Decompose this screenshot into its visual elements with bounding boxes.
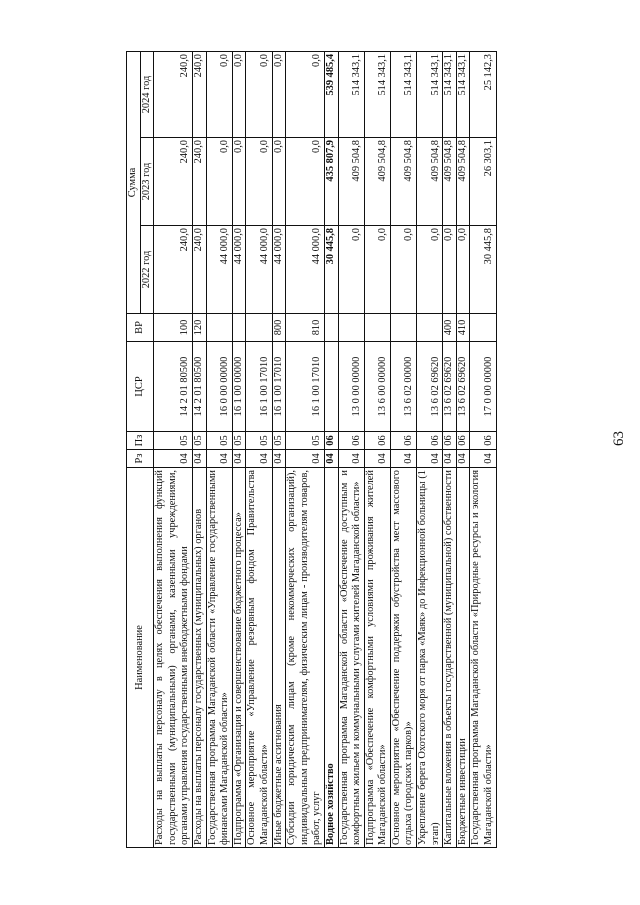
cell-name: Укрепление берега Охотского моря от парка «Маяк» до Инфекционной больницы (1 этап) bbox=[417, 468, 443, 848]
table-row bbox=[417, 51, 443, 847]
cell-pz: 06 bbox=[390, 432, 416, 450]
cell-2023: 409 504,8 bbox=[364, 138, 390, 226]
cell-name: Субсидии юридическим лицам (кроме некоммерческих организаций), индивидуальным предпринимателям, физическим лицам - производителям товаров, работ, услуг bbox=[286, 468, 325, 848]
cell-2023: 435 807,9 bbox=[324, 138, 338, 226]
cell-name: Расходы на выплаты персоналу в целях обеспечения выполнения функций государственными (муниципальными) органами, казенными учреждениями, органами управления государственными внебюджетными фондами bbox=[154, 468, 193, 848]
cell-vr bbox=[417, 314, 443, 342]
cell-2023: 0,0 bbox=[206, 138, 232, 226]
cell-rz: 04 bbox=[390, 450, 416, 468]
cell-2022: 0,0 bbox=[417, 226, 443, 314]
cell-csr: 16 1 00 17010 bbox=[246, 342, 272, 432]
cell-name: Государственная программа Магаданской области «Природные ресурсы и экология Магаданской области» bbox=[470, 468, 496, 848]
cell-rz: 04 bbox=[456, 450, 470, 468]
table-row bbox=[338, 51, 364, 847]
table-row bbox=[470, 51, 496, 847]
cell-2023: 0,0 bbox=[246, 138, 272, 226]
cell-name: Основное мероприятие «Управление резервным фондом Правительства Магаданской области» bbox=[246, 468, 272, 848]
table-row bbox=[364, 51, 390, 847]
cell-rz: 04 bbox=[470, 450, 496, 468]
cell-csr: 17 0 00 00000 bbox=[470, 342, 496, 432]
cell-2024: 514 343,1 bbox=[390, 51, 416, 137]
cell-pz: 05 bbox=[192, 432, 206, 450]
cell-vr: 800 bbox=[272, 314, 286, 342]
table-row bbox=[154, 51, 193, 847]
cell-rz: 04 bbox=[443, 450, 457, 468]
rotated-table-container bbox=[126, 52, 497, 848]
cell-name: Капитальные вложения в объекты государственной (муниципальной) собственности bbox=[443, 468, 457, 848]
cell-2024: 0,0 bbox=[206, 51, 232, 137]
header-rz: Рз bbox=[127, 450, 154, 468]
cell-csr: 16 1 00 17010 bbox=[286, 342, 325, 432]
cell-2024: 514 343,1 bbox=[338, 51, 364, 137]
table-row bbox=[192, 51, 206, 847]
cell-vr: 810 bbox=[286, 314, 325, 342]
cell-name: Иные бюджетные ассигнования bbox=[272, 468, 286, 848]
cell-csr: 14 2 01 80500 bbox=[154, 342, 193, 432]
cell-csr: 13 6 02 69620 bbox=[417, 342, 443, 432]
table-row bbox=[232, 51, 246, 847]
cell-csr: 14 2 01 80500 bbox=[192, 342, 206, 432]
cell-vr bbox=[470, 314, 496, 342]
cell-pz: 06 bbox=[470, 432, 496, 450]
header-vr: ВР bbox=[127, 314, 154, 342]
cell-2022: 44 000,0 bbox=[246, 226, 272, 314]
cell-vr bbox=[232, 314, 246, 342]
cell-vr bbox=[324, 314, 338, 342]
cell-name: Подпрограмма «Организация и совершенствование бюджетного процесса» bbox=[232, 468, 246, 848]
header-sum: Сумма bbox=[127, 51, 141, 313]
table-row bbox=[206, 51, 232, 847]
cell-2024: 539 485,4 bbox=[324, 51, 338, 137]
cell-name: Государственная программа Магаданской области «Обеспечение доступным и комфортным жильем и коммунальными услугами жителей Магаданской области» bbox=[338, 468, 364, 848]
cell-2022: 30 445,8 bbox=[470, 226, 496, 314]
cell-2022: 0,0 bbox=[456, 226, 470, 314]
cell-2023: 409 504,8 bbox=[456, 138, 470, 226]
cell-rz: 04 bbox=[206, 450, 232, 468]
cell-pz: 06 bbox=[443, 432, 457, 450]
cell-2022: 240,0 bbox=[192, 226, 206, 314]
cell-2024: 514 343,1 bbox=[417, 51, 443, 137]
header-pz: Пз bbox=[127, 432, 154, 450]
table-row bbox=[246, 51, 272, 847]
table-row bbox=[390, 51, 416, 847]
cell-rz: 04 bbox=[246, 450, 272, 468]
cell-2023: 0,0 bbox=[286, 138, 325, 226]
cell-2023: 240,0 bbox=[154, 138, 193, 226]
cell-csr: 16 0 00 00000 bbox=[206, 342, 232, 432]
header-year-2023: 2023 год bbox=[140, 138, 154, 226]
cell-rz: 04 bbox=[192, 450, 206, 468]
cell-csr: 16 1 00 00000 bbox=[232, 342, 246, 432]
cell-rz: 04 bbox=[417, 450, 443, 468]
cell-rz: 04 bbox=[338, 450, 364, 468]
cell-csr: 13 6 02 69620 bbox=[443, 342, 457, 432]
cell-2024: 0,0 bbox=[246, 51, 272, 137]
cell-2023: 409 504,8 bbox=[417, 138, 443, 226]
cell-2024: 514 343,1 bbox=[364, 51, 390, 137]
table-row bbox=[443, 51, 457, 847]
cell-2022: 0,0 bbox=[338, 226, 364, 314]
cell-vr bbox=[364, 314, 390, 342]
header-year-2024: 2024 год bbox=[140, 51, 154, 137]
cell-pz: 06 bbox=[417, 432, 443, 450]
cell-pz: 05 bbox=[232, 432, 246, 450]
cell-csr: 13 6 02 00000 bbox=[390, 342, 416, 432]
cell-pz: 05 bbox=[154, 432, 193, 450]
cell-2023: 409 504,8 bbox=[338, 138, 364, 226]
cell-name: Подпрограмма «Обеспечение комфортными условиями проживания жителей Магаданской области» bbox=[364, 468, 390, 848]
cell-rz: 04 bbox=[232, 450, 246, 468]
cell-2024: 240,0 bbox=[154, 51, 193, 137]
cell-pz: 06 bbox=[324, 432, 338, 450]
cell-pz: 06 bbox=[456, 432, 470, 450]
cell-vr: 100 bbox=[154, 314, 193, 342]
cell-vr bbox=[390, 314, 416, 342]
cell-2023: 26 303,1 bbox=[470, 138, 496, 226]
cell-pz: 05 bbox=[286, 432, 325, 450]
cell-pz: 06 bbox=[364, 432, 390, 450]
cell-csr: 13 6 02 69620 bbox=[456, 342, 470, 432]
cell-2022: 30 445,8 bbox=[324, 226, 338, 314]
cell-rz: 04 bbox=[154, 450, 193, 468]
cell-name: Расходы на выплаты персоналу государственных (муниципальных) органов bbox=[192, 468, 206, 848]
cell-2024: 0,0 bbox=[286, 51, 325, 137]
cell-2022: 0,0 bbox=[443, 226, 457, 314]
cell-name: Водное хозяйство bbox=[324, 468, 338, 848]
cell-2023: 409 504,8 bbox=[443, 138, 457, 226]
cell-name: Основное мероприятие «Обеспечение поддержки обустройства мест массового отдыха (городских парков)» bbox=[390, 468, 416, 848]
cell-vr bbox=[246, 314, 272, 342]
header-csr: ЦСР bbox=[127, 342, 154, 432]
cell-2024: 0,0 bbox=[272, 51, 286, 137]
cell-vr: 120 bbox=[192, 314, 206, 342]
cell-2023: 240,0 bbox=[192, 138, 206, 226]
cell-rz: 04 bbox=[272, 450, 286, 468]
cell-2022: 0,0 bbox=[390, 226, 416, 314]
cell-vr: 400 bbox=[443, 314, 457, 342]
cell-csr: 16 1 00 17010 bbox=[272, 342, 286, 432]
header-name: Наименование bbox=[127, 468, 154, 848]
cell-2023: 409 504,8 bbox=[390, 138, 416, 226]
cell-2022: 44 000,0 bbox=[286, 226, 325, 314]
cell-csr: 13 0 00 00000 bbox=[338, 342, 364, 432]
cell-vr bbox=[206, 314, 232, 342]
cell-2024: 240,0 bbox=[192, 51, 206, 137]
cell-pz: 05 bbox=[272, 432, 286, 450]
cell-rz: 04 bbox=[324, 450, 338, 468]
cell-2023: 0,0 bbox=[232, 138, 246, 226]
cell-csr: 13 6 00 00000 bbox=[364, 342, 390, 432]
cell-name: Государственная программа Магаданской области «Управление государственными финансами Магаданской области» bbox=[206, 468, 232, 848]
cell-2022: 44 000,0 bbox=[206, 226, 232, 314]
cell-2022: 240,0 bbox=[154, 226, 193, 314]
table-row bbox=[286, 51, 325, 847]
table-row bbox=[272, 51, 286, 847]
cell-vr bbox=[338, 314, 364, 342]
table-row bbox=[456, 51, 470, 847]
cell-2022: 44 000,0 bbox=[272, 226, 286, 314]
page-number: 63 bbox=[611, 431, 627, 446]
cell-pz: 05 bbox=[206, 432, 232, 450]
cell-pz: 06 bbox=[338, 432, 364, 450]
cell-2024: 514 343,1 bbox=[456, 51, 470, 137]
cell-2022: 0,0 bbox=[364, 226, 390, 314]
cell-2024: 514 343,1 bbox=[443, 51, 457, 137]
cell-rz: 04 bbox=[364, 450, 390, 468]
budget-table bbox=[126, 51, 497, 848]
cell-2022: 44 000,0 bbox=[232, 226, 246, 314]
cell-rz: 04 bbox=[286, 450, 325, 468]
cell-2024: 0,0 bbox=[232, 51, 246, 137]
cell-csr bbox=[324, 342, 338, 432]
cell-2024: 25 142,3 bbox=[470, 51, 496, 137]
table-body bbox=[154, 51, 496, 847]
cell-name: Бюджетные инвестиции bbox=[456, 468, 470, 848]
cell-pz: 05 bbox=[246, 432, 272, 450]
cell-vr: 410 bbox=[456, 314, 470, 342]
header-year-2022: 2022 год bbox=[140, 226, 154, 314]
cell-2023: 0,0 bbox=[272, 138, 286, 226]
table-row bbox=[324, 51, 338, 847]
